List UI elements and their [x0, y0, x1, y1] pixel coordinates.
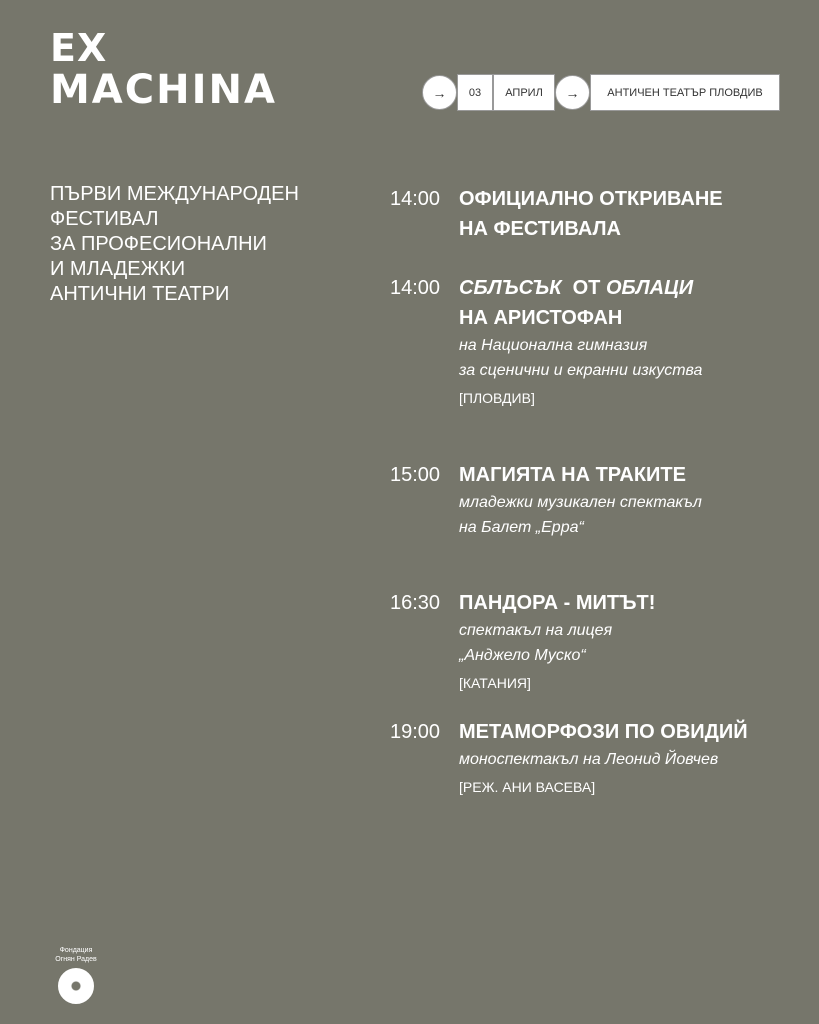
arrow-right-icon[interactable]: →: [422, 75, 457, 110]
logo: [50, 28, 277, 112]
event-time: 16:30: [390, 592, 441, 614]
event-title-line: [459, 273, 804, 303]
event-desc-line: моноспектакъл на Леонид Йовчев: [459, 751, 719, 768]
intro-line: ЗА ПРОФЕСИОНАЛНИ: [50, 233, 267, 255]
event-time: 14:00: [390, 277, 441, 299]
intro-line: ФЕСТИВАЛ: [50, 208, 159, 230]
event-time: 15:00: [390, 464, 441, 486]
event-desc-line: за сценични и екранни изкуства: [459, 362, 703, 379]
intro-line: И МЛАДЕЖКИ: [50, 258, 186, 280]
event-desc-line: на Национална гимназия: [459, 337, 648, 354]
month-box: АПРИЛ: [493, 74, 555, 111]
event-tag: [РЕЖ. АНИ ВАСЕВА]: [459, 779, 596, 795]
date-venue-bar: [422, 74, 780, 111]
event-desc-line: спектакъл на лицея: [459, 622, 613, 639]
foundation-logo: [48, 946, 104, 1004]
event-body: [459, 184, 804, 244]
event-body: [459, 273, 804, 411]
event-title: ПАНДОРА - МИТЪТ!: [459, 592, 656, 614]
arrow-right-icon[interactable]: →: [555, 75, 590, 110]
foundation-line: Фондация: [59, 947, 93, 954]
intro-line: ПЪРВИ МЕЖДУНАРОДЕН: [50, 183, 299, 205]
event-title: [459, 273, 804, 333]
event-time: 14:00: [390, 188, 441, 210]
event-title: МЕТАМОРФОЗИ ПО ОВИДИЙ: [459, 721, 748, 743]
day-box: 03: [457, 74, 493, 111]
logo-line-2: MACHINA: [50, 67, 277, 113]
foundation-line: Огнян Радев: [55, 956, 97, 963]
event-desc-line: на Балет „Ерра“: [459, 519, 584, 536]
event-title-word: ОТ: [572, 277, 601, 299]
festival-intro: [50, 182, 350, 307]
vinyl-record-icon: [58, 968, 94, 1004]
event-tag: [КАТАНИЯ]: [459, 675, 531, 691]
event-title-italic: СБЛЪСЪК: [459, 277, 562, 299]
event-desc-line: „Анджело Муско“: [459, 647, 586, 664]
logo-line-1: EX: [50, 26, 108, 70]
event-title-line: НА ФЕСТИВАЛА: [459, 218, 622, 240]
event-body: [459, 460, 804, 540]
event-title-line: НА АРИСТОФАН: [459, 307, 623, 329]
event-body: [459, 588, 804, 696]
intro-line: АНТИЧНИ ТЕАТРИ: [50, 283, 230, 305]
event-desc-line: младежки музикален спектакъл: [459, 494, 702, 511]
event-title-line: ОФИЦИАЛНО ОТКРИВАНЕ: [459, 188, 723, 210]
event-time: 19:00: [390, 721, 441, 743]
event-title: МАГИЯТА НА ТРАКИТЕ: [459, 464, 686, 486]
event-tag: [ПЛОВДИВ]: [459, 390, 535, 406]
event-title: [459, 184, 804, 244]
event-title-italic: ОБЛАЦИ: [605, 277, 694, 299]
event-body: [459, 717, 804, 800]
venue-box: АНТИЧЕН ТЕАТЪР ПЛОВДИВ: [590, 74, 780, 111]
